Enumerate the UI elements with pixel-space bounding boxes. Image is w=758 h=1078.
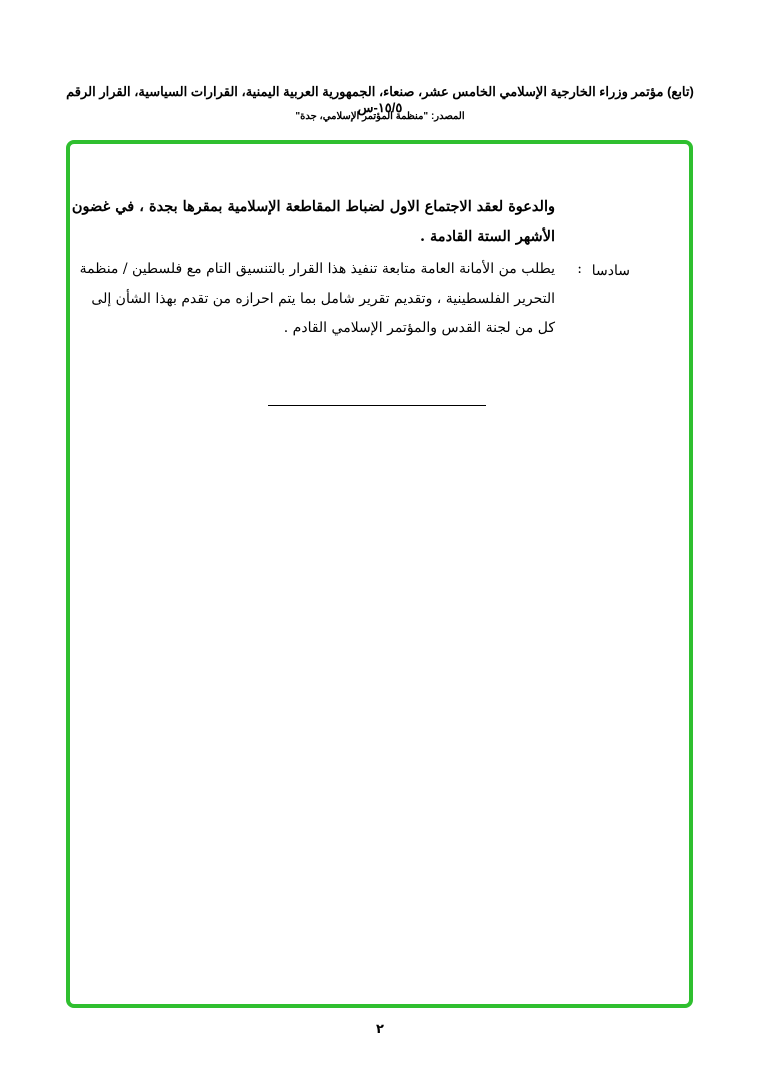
end-rule bbox=[268, 405, 486, 406]
document-source: المصدر: "منظمة المؤتمر الإسلامي، جدة" bbox=[295, 111, 465, 122]
item-line: التحرير الفلسطينية ، وتقديم تقرير شامل بما يتم احرازه من تقدم بهذا الشأن إلى bbox=[91, 291, 555, 307]
document-title: (تابع) مؤتمر وزراء الخارجية الإسلامي الخامس عشر، صنعاء، الجمهورية العربية اليمنية، القرارات السياسية، القرار الرقم ١٥/٥-س bbox=[66, 84, 694, 115]
item-line: كل من لجنة القدس والمؤتمر الإسلامي القادم . bbox=[283, 320, 555, 336]
page-number: ٢ bbox=[376, 1022, 384, 1037]
paragraph-line: الأشهر الستة القادمة . bbox=[419, 228, 555, 245]
item-colon: : bbox=[577, 261, 582, 277]
paragraph-line: والدعوة لعقد الاجتماع الاول لضباط المقاطعة الإسلامية بمقرها بجدة ، في غضون bbox=[71, 198, 555, 215]
item-label: سادسا bbox=[591, 263, 630, 279]
item-line: يطلب من الأمانة العامة متابعة تنفيذ هذا القرار بالتنسيق التام مع فلسطين / منظمة bbox=[79, 261, 555, 277]
